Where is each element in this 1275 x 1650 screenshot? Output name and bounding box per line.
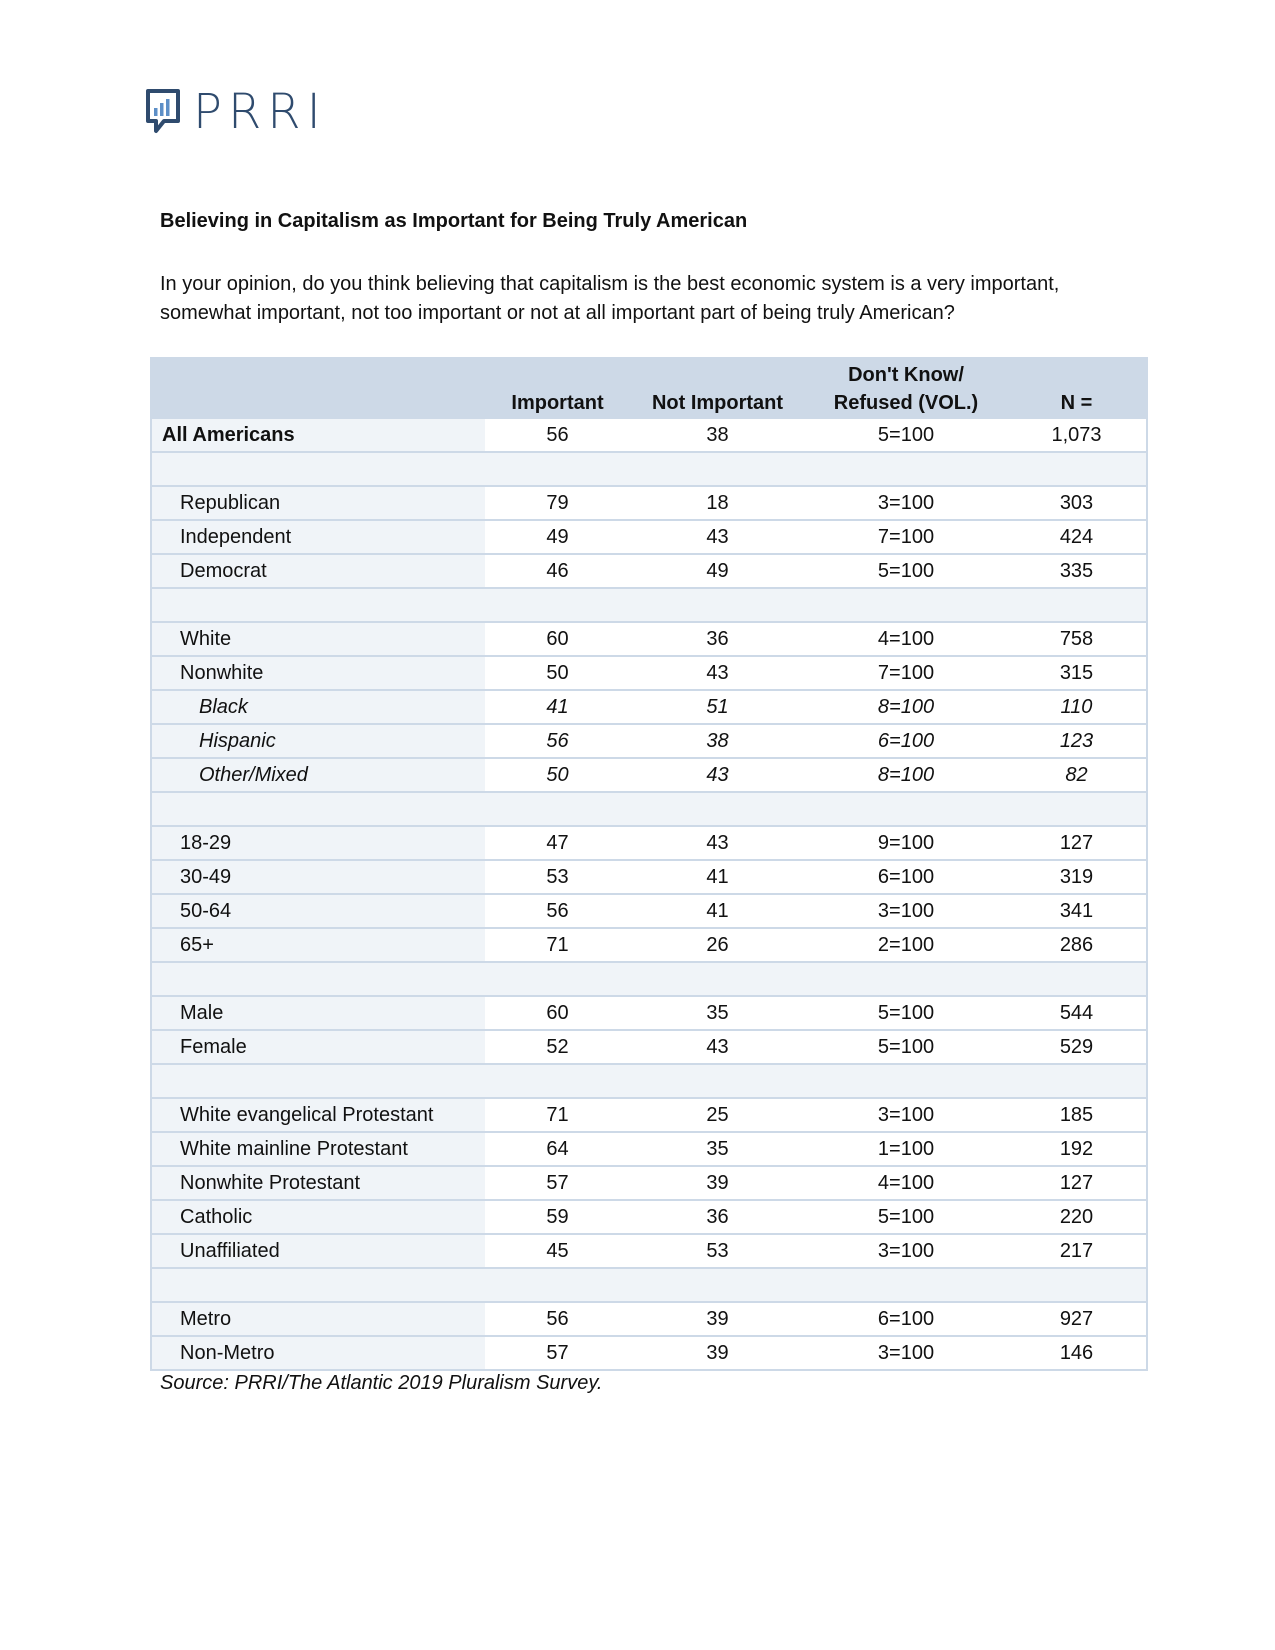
cell-important: 64: [485, 1132, 630, 1166]
cell-n: 544: [1007, 996, 1147, 1030]
cell-dont-know: [805, 452, 1007, 486]
cell-important: 46: [485, 554, 630, 588]
cell-not-important: [630, 962, 805, 996]
row-label: [151, 792, 485, 826]
cell-important: 71: [485, 928, 630, 962]
cell-n: 319: [1007, 860, 1147, 894]
cell-important: [485, 452, 630, 486]
row-label: [151, 962, 485, 996]
cell-not-important: [630, 452, 805, 486]
prri-logo-icon: [145, 88, 181, 136]
cell-important: 47: [485, 826, 630, 860]
cell-important: 50: [485, 656, 630, 690]
cell-n: [1007, 588, 1147, 622]
cell-not-important: 36: [630, 1200, 805, 1234]
spacer-row: [151, 1268, 1147, 1302]
survey-question: In your opinion, do you think believing that capitalism is the best economic system is a very important, somewhat important, not too important or not at all important part of being truly American?: [160, 273, 1060, 324]
row-label: Republican: [151, 486, 485, 520]
source-note: Source: PRRI/The Atlantic 2019 Pluralism Survey.: [160, 1372, 603, 1394]
cell-not-important: 38: [630, 419, 805, 452]
cell-not-important: [630, 1268, 805, 1302]
cell-not-important: 43: [630, 656, 805, 690]
cell-dont-know: [805, 588, 1007, 622]
row-label: Female: [151, 1030, 485, 1064]
cell-not-important: 43: [630, 826, 805, 860]
row-label: Hispanic: [151, 724, 485, 758]
cell-important: 56: [485, 1302, 630, 1336]
cell-not-important: 39: [630, 1336, 805, 1370]
table-row: [151, 996, 1147, 1030]
cell-important: 60: [485, 996, 630, 1030]
cell-n: 315: [1007, 656, 1147, 690]
row-label: [151, 1268, 485, 1302]
cell-dont-know: 6=100: [805, 860, 1007, 894]
table-row: [151, 894, 1147, 928]
row-label: [151, 1064, 485, 1098]
row-label: Non-Metro: [151, 1336, 485, 1370]
spacer-row: [151, 792, 1147, 826]
cell-n: 127: [1007, 826, 1147, 860]
cell-important: 57: [485, 1336, 630, 1370]
page-title: Believing in Capitalism as Important for Being Truly American: [160, 210, 748, 232]
cell-important: [485, 1268, 630, 1302]
cell-n: 82: [1007, 758, 1147, 792]
cell-important: [485, 792, 630, 826]
header-not-important: Not Important: [630, 357, 805, 419]
logo-text: PRRI: [193, 84, 327, 140]
row-label: 65+: [151, 928, 485, 962]
row-label: White mainline Protestant: [151, 1132, 485, 1166]
table-row: [151, 1132, 1147, 1166]
row-label: Democrat: [151, 554, 485, 588]
cell-n: [1007, 1064, 1147, 1098]
row-label: [151, 588, 485, 622]
row-label: White: [151, 622, 485, 656]
cell-dont-know: 3=100: [805, 486, 1007, 520]
cell-not-important: 49: [630, 554, 805, 588]
cell-important: 56: [485, 419, 630, 452]
cell-not-important: 43: [630, 758, 805, 792]
row-label: Black: [151, 690, 485, 724]
cell-not-important: [630, 588, 805, 622]
cell-important: 60: [485, 622, 630, 656]
cell-dont-know: 7=100: [805, 520, 1007, 554]
table-row: [151, 1200, 1147, 1234]
row-label: Male: [151, 996, 485, 1030]
table-row: [151, 1030, 1147, 1064]
row-label: [151, 452, 485, 486]
row-label: Metro: [151, 1302, 485, 1336]
table-body: [151, 419, 1147, 1370]
cell-n: 185: [1007, 1098, 1147, 1132]
cell-not-important: [630, 1064, 805, 1098]
cell-not-important: [630, 792, 805, 826]
cell-important: 71: [485, 1098, 630, 1132]
cell-not-important: 43: [630, 1030, 805, 1064]
cell-n: 758: [1007, 622, 1147, 656]
cell-n: 335: [1007, 554, 1147, 588]
cell-n: [1007, 1268, 1147, 1302]
spacer-row: [151, 452, 1147, 486]
header-important: Important: [485, 357, 630, 419]
table-row: [151, 860, 1147, 894]
header-label: [151, 357, 485, 419]
cell-not-important: 36: [630, 622, 805, 656]
table-row: [151, 1234, 1147, 1268]
cell-not-important: 39: [630, 1302, 805, 1336]
cell-important: [485, 588, 630, 622]
row-label: 30-49: [151, 860, 485, 894]
cell-dont-know: 5=100: [805, 1030, 1007, 1064]
cell-dont-know: 6=100: [805, 724, 1007, 758]
row-label: Catholic: [151, 1200, 485, 1234]
cell-important: 53: [485, 860, 630, 894]
cell-important: [485, 962, 630, 996]
cell-important: 56: [485, 894, 630, 928]
row-label: Independent: [151, 520, 485, 554]
cell-n: 927: [1007, 1302, 1147, 1336]
cell-n: 529: [1007, 1030, 1147, 1064]
cell-n: 341: [1007, 894, 1147, 928]
cell-n: 127: [1007, 1166, 1147, 1200]
cell-n: 192: [1007, 1132, 1147, 1166]
spacer-row: [151, 1064, 1147, 1098]
cell-dont-know: 9=100: [805, 826, 1007, 860]
header-dont-know-line1: Don't Know/: [848, 364, 964, 386]
cell-n: [1007, 792, 1147, 826]
row-label: 50-64: [151, 894, 485, 928]
spacer-row: [151, 588, 1147, 622]
cell-n: 220: [1007, 1200, 1147, 1234]
cell-dont-know: 3=100: [805, 1336, 1007, 1370]
cell-important: 41: [485, 690, 630, 724]
table-row: [151, 826, 1147, 860]
cell-dont-know: 5=100: [805, 1200, 1007, 1234]
cell-n: 303: [1007, 486, 1147, 520]
table-row: [151, 690, 1147, 724]
row-label: Unaffiliated: [151, 1234, 485, 1268]
row-label: Nonwhite: [151, 656, 485, 690]
table-row: [151, 1336, 1147, 1370]
table-row: [151, 656, 1147, 690]
row-label: All Americans: [151, 419, 485, 452]
cell-not-important: 43: [630, 520, 805, 554]
table-row: [151, 758, 1147, 792]
cell-dont-know: [805, 1064, 1007, 1098]
header-dont-know-line2: Refused (VOL.): [833, 392, 979, 414]
table-row: [151, 554, 1147, 588]
cell-dont-know: 5=100: [805, 554, 1007, 588]
cell-important: 45: [485, 1234, 630, 1268]
prri-logo: [145, 84, 327, 140]
row-label: 18-29: [151, 826, 485, 860]
cell-important: 56: [485, 724, 630, 758]
cell-not-important: 35: [630, 996, 805, 1030]
cell-dont-know: 4=100: [805, 1166, 1007, 1200]
table-row: [151, 928, 1147, 962]
table-row: [151, 1098, 1147, 1132]
table-row: [151, 622, 1147, 656]
cell-not-important: 51: [630, 690, 805, 724]
cell-important: 79: [485, 486, 630, 520]
cell-n: [1007, 452, 1147, 486]
cell-important: 52: [485, 1030, 630, 1064]
cell-dont-know: 5=100: [805, 419, 1007, 452]
cell-dont-know: [805, 1268, 1007, 1302]
cell-dont-know: 3=100: [805, 1098, 1007, 1132]
cell-dont-know: 8=100: [805, 690, 1007, 724]
cell-n: 110: [1007, 690, 1147, 724]
cell-n: 1,073: [1007, 419, 1147, 452]
results-table: [150, 357, 1148, 1371]
cell-not-important: 26: [630, 928, 805, 962]
table-row: [151, 419, 1147, 452]
cell-n: 146: [1007, 1336, 1147, 1370]
cell-n: 424: [1007, 520, 1147, 554]
cell-not-important: 35: [630, 1132, 805, 1166]
cell-dont-know: 2=100: [805, 928, 1007, 962]
cell-dont-know: 8=100: [805, 758, 1007, 792]
table-row: [151, 1166, 1147, 1200]
cell-dont-know: 1=100: [805, 1132, 1007, 1166]
cell-important: 49: [485, 520, 630, 554]
table-row: [151, 486, 1147, 520]
cell-not-important: 25: [630, 1098, 805, 1132]
cell-n: [1007, 962, 1147, 996]
cell-not-important: 39: [630, 1166, 805, 1200]
table-row: [151, 520, 1147, 554]
cell-dont-know: 3=100: [805, 1234, 1007, 1268]
row-label: White evangelical Protestant: [151, 1098, 485, 1132]
cell-not-important: 18: [630, 486, 805, 520]
spacer-row: [151, 962, 1147, 996]
cell-dont-know: [805, 962, 1007, 996]
cell-dont-know: [805, 792, 1007, 826]
table-row: [151, 1302, 1147, 1336]
cell-n: 217: [1007, 1234, 1147, 1268]
table-header: [151, 357, 1147, 419]
cell-important: [485, 1064, 630, 1098]
header-n: N =: [1007, 357, 1147, 419]
cell-important: 57: [485, 1166, 630, 1200]
cell-dont-know: 5=100: [805, 996, 1007, 1030]
cell-dont-know: 6=100: [805, 1302, 1007, 1336]
cell-dont-know: 3=100: [805, 894, 1007, 928]
table-row: [151, 724, 1147, 758]
row-label: Nonwhite Protestant: [151, 1166, 485, 1200]
cell-dont-know: 4=100: [805, 622, 1007, 656]
header-dont-know: [805, 357, 1007, 419]
cell-n: 286: [1007, 928, 1147, 962]
cell-not-important: 53: [630, 1234, 805, 1268]
cell-not-important: 41: [630, 860, 805, 894]
cell-not-important: 38: [630, 724, 805, 758]
cell-important: 59: [485, 1200, 630, 1234]
cell-not-important: 41: [630, 894, 805, 928]
cell-dont-know: 7=100: [805, 656, 1007, 690]
cell-important: 50: [485, 758, 630, 792]
row-label: Other/Mixed: [151, 758, 485, 792]
cell-n: 123: [1007, 724, 1147, 758]
